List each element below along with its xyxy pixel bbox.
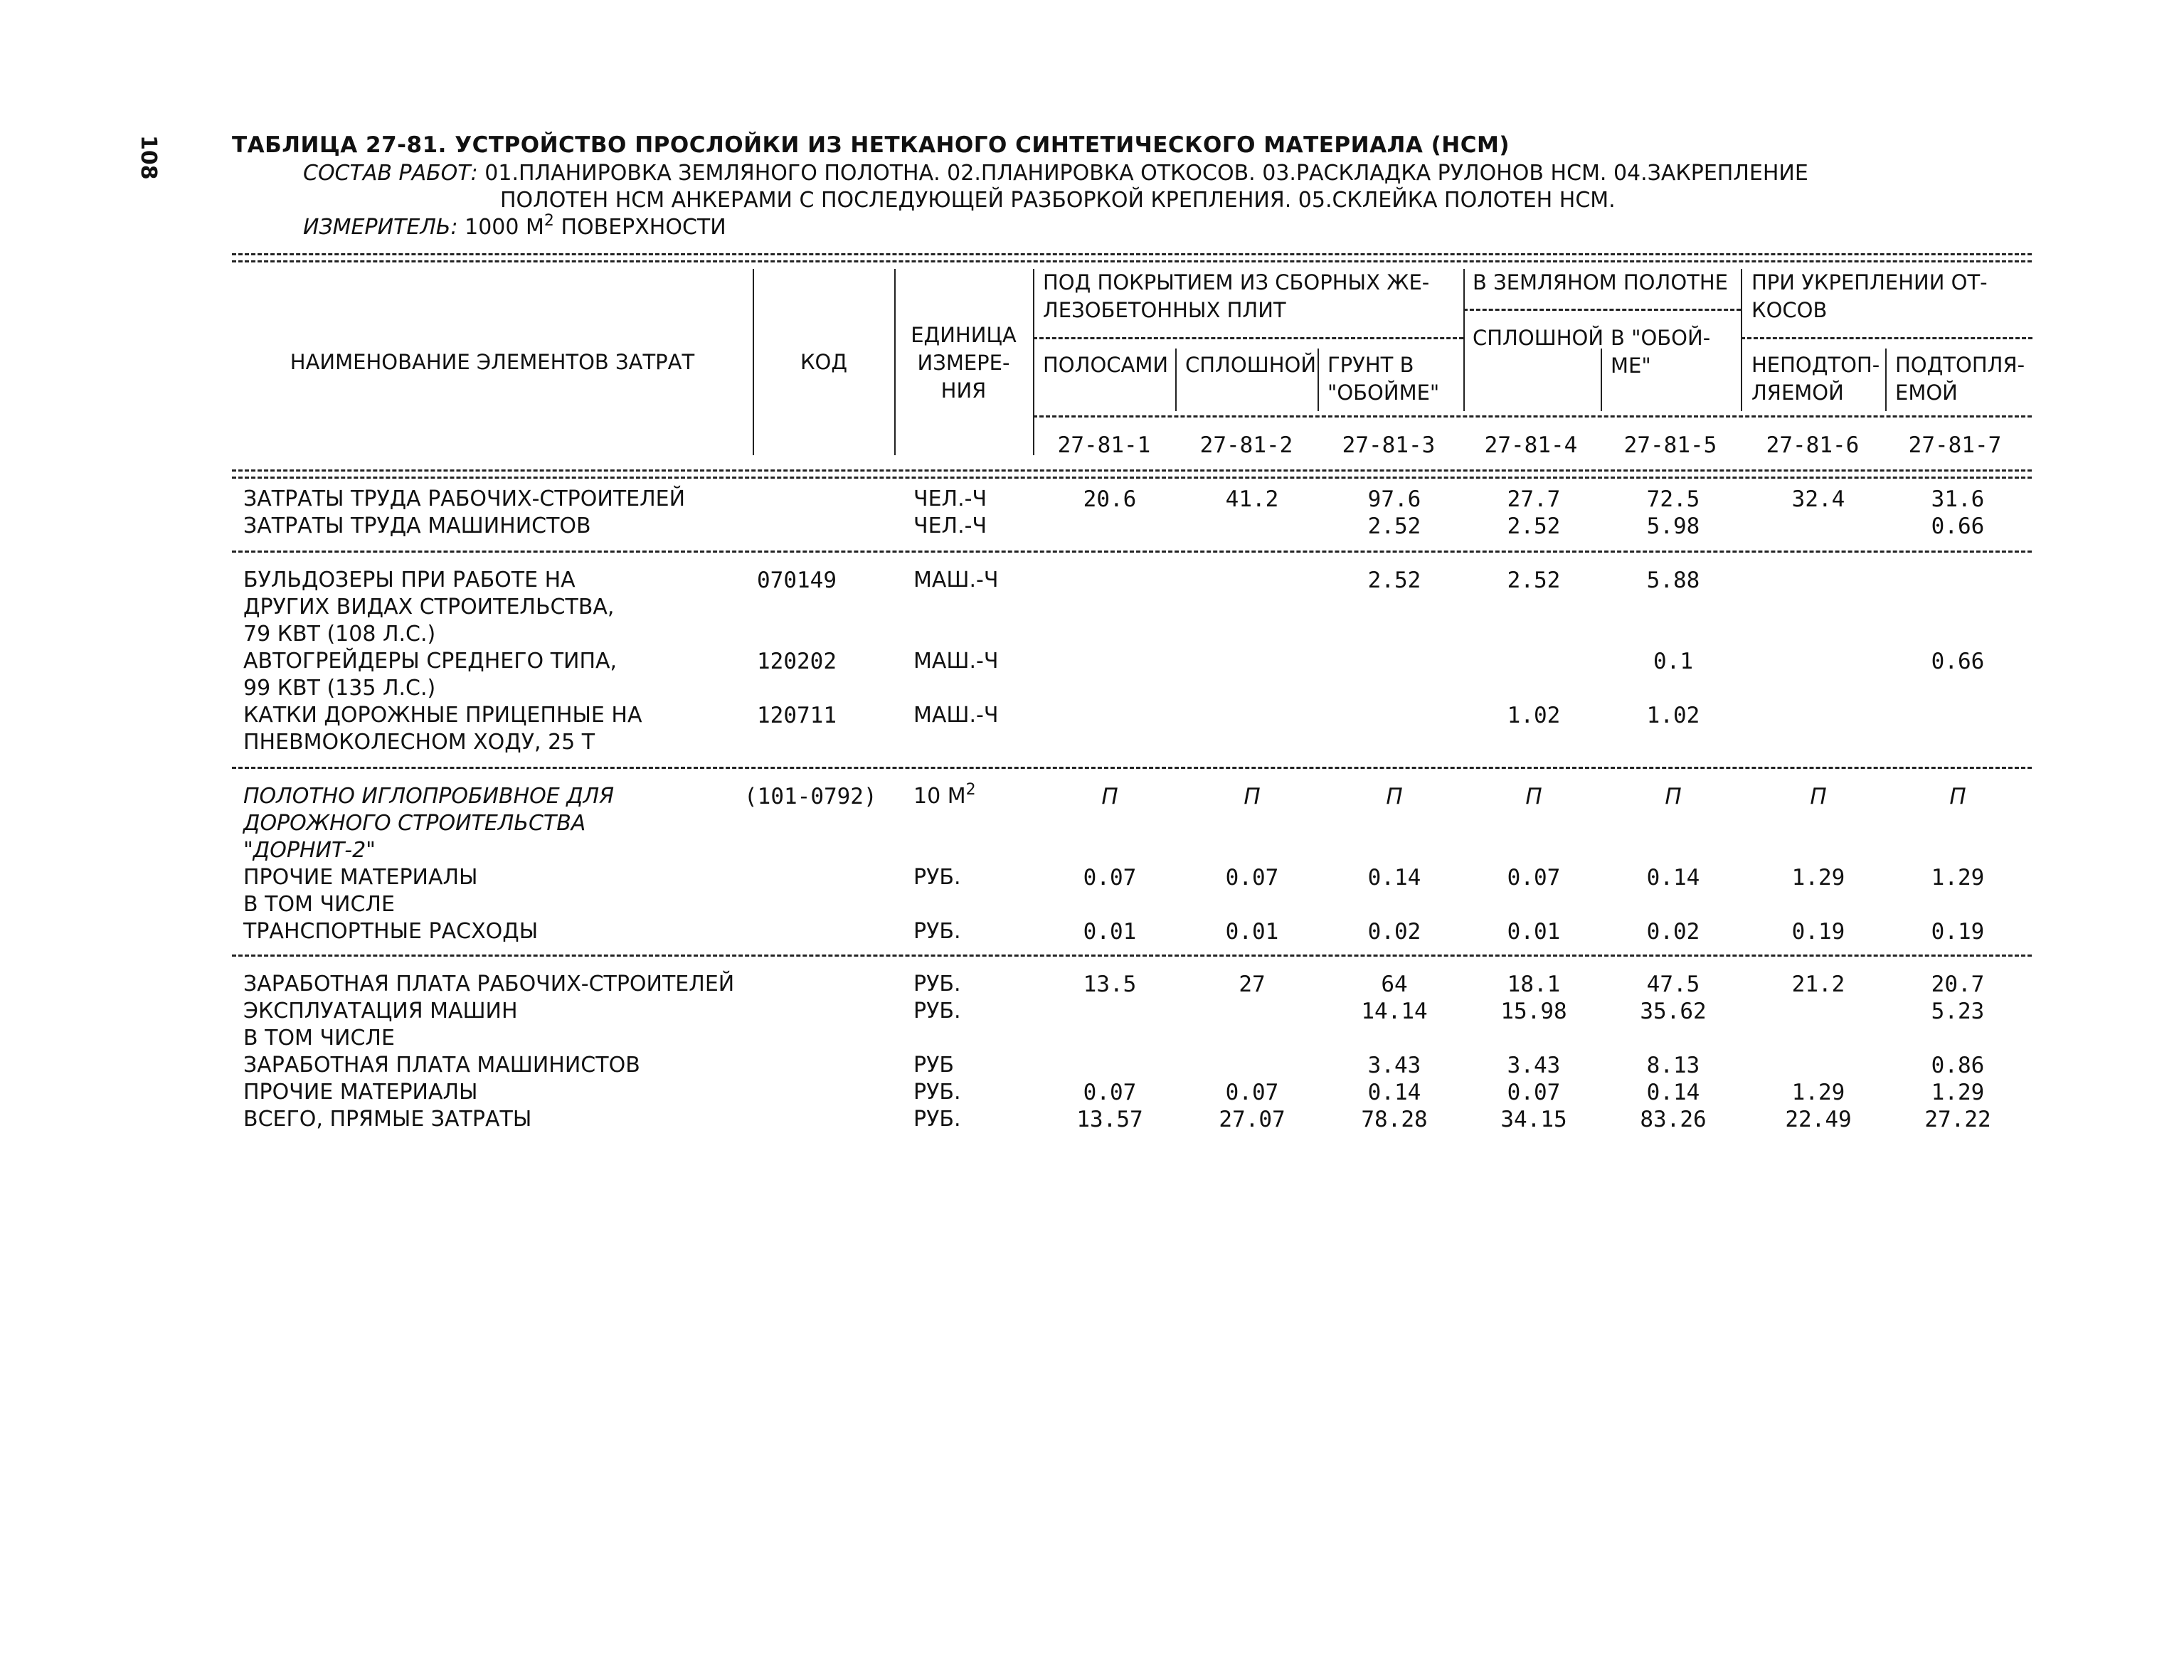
row-value: П — [1386, 784, 1403, 809]
rule-section-3 — [232, 955, 2032, 957]
row-unit-text: ЧЕЛ.-Ч — [913, 487, 987, 511]
row-unit-text: МАШ.-Ч — [913, 703, 999, 728]
row-value: 0.01 — [1507, 919, 1561, 945]
header-code-2: 27-81-2 — [1199, 432, 1293, 458]
rule-codes — [1033, 415, 2032, 418]
row-unit — [913, 1107, 961, 1132]
row-value: 64 — [1381, 972, 1408, 997]
row-value: П — [1949, 784, 1966, 809]
row-name: ЗАТРАТЫ ТРУДА РАБОЧИХ-СТРОИТЕЛЕЙ — [243, 487, 686, 511]
row-unit-text: МАШ.-Ч — [913, 649, 999, 674]
row-name: БУЛЬДОЗЕРЫ ПРИ РАБОТЕ НА — [243, 568, 576, 592]
row-name: ЭКСПЛУАТАЦИЯ МАШИН — [243, 999, 518, 1024]
row-value: 78.28 — [1361, 1107, 1428, 1132]
row-unit-text: РУБ. — [913, 919, 961, 944]
row-value: 32.4 — [1791, 487, 1845, 512]
header-sub-3: ГРУНТ В "ОБОЙМЕ" — [1327, 353, 1440, 405]
row-value: 0.01 — [1083, 919, 1137, 945]
row-value: П — [1244, 784, 1261, 809]
row-value: 1.02 — [1646, 703, 1700, 728]
row-value: 72.5 — [1646, 487, 1700, 512]
row-value: 27.07 — [1219, 1107, 1286, 1132]
row-unit — [913, 1080, 961, 1105]
measure-line — [303, 212, 726, 240]
row-value: 8.13 — [1646, 1053, 1700, 1078]
row-value: 21.2 — [1791, 972, 1845, 997]
row-unit — [913, 781, 976, 809]
row-value: 31.6 — [1931, 487, 1985, 512]
row-value: 41.2 — [1225, 487, 1279, 512]
row-name: ЗАРАБОТНАЯ ПЛАТА РАБОЧИХ-СТРОИТЕЛЕЙ — [243, 972, 735, 996]
row-value: 13.57 — [1076, 1107, 1143, 1132]
row-code: 070149 — [757, 568, 837, 593]
row-name: В ТОМ ЧИСЛЕ — [243, 1026, 395, 1051]
row-unit — [913, 514, 987, 538]
header-code-3: 27-81-3 — [1342, 432, 1436, 458]
row-value: П — [1665, 784, 1682, 809]
row-code: 120711 — [757, 703, 837, 728]
row-name: ДРУГИХ ВИДАХ СТРОИТЕЛЬСТВА, — [243, 595, 615, 620]
row-unit — [913, 649, 998, 674]
rule-header-bottom — [232, 469, 2032, 472]
row-value: 3.43 — [1367, 1053, 1421, 1078]
row-value: 15.98 — [1500, 999, 1567, 1024]
row-code: (101-0792) — [744, 784, 877, 809]
row-value: П — [1525, 784, 1542, 809]
rule-g2 — [1463, 309, 1741, 311]
row-unit-text: МАШ.-Ч — [913, 568, 999, 592]
row-name: ВСЕГО, ПРЯМЫЕ ЗАТРАТЫ — [243, 1107, 532, 1132]
header-sub-6: НЕПОДТОП- ЛЯЕМОЙ — [1751, 353, 1880, 405]
page-number: 108 — [136, 135, 161, 180]
composition-line-1 — [303, 161, 1808, 186]
header-group-plates: ПОД ПОКРЫТИЕМ ИЗ СБОРНЫХ ЖЕ- ЛЕЗОБЕТОННЫХ ПЛИТ — [1043, 270, 1430, 322]
row-name: ДОРОЖНОГО СТРОИТЕЛЬСТВА — [243, 811, 586, 836]
row-value: 14.14 — [1361, 999, 1428, 1024]
row-name: ТРАНСПОРТНЫЕ РАСХОДЫ — [243, 919, 539, 944]
row-unit-text: РУБ. — [913, 1107, 961, 1132]
row-value: 0.66 — [1931, 649, 1985, 674]
row-unit — [913, 999, 961, 1024]
row-value: 0.02 — [1367, 919, 1421, 945]
row-value: 0.07 — [1225, 865, 1279, 890]
row-value: 20.7 — [1931, 972, 1985, 997]
rule-g3 — [1741, 337, 2032, 339]
col-divider-g2 — [1463, 269, 1465, 411]
row-value: 5.98 — [1646, 514, 1700, 539]
header-unit: ЕДИНИЦА ИЗМЕРЕ- НИЯ — [911, 323, 1017, 403]
table-title: ТАБЛИЦА 27-81. УСТРОЙСТВО ПРОСЛОЙКИ ИЗ НЕТКАНОГО СИНТЕТИЧЕСКОГО МАТЕРИАЛА (НСМ) — [232, 132, 1510, 158]
row-value: 97.6 — [1367, 487, 1421, 512]
row-name: КАТКИ ДОРОЖНЫЕ ПРИЦЕПНЫЕ НА — [243, 703, 642, 728]
row-name: В ТОМ ЧИСЛЕ — [243, 892, 395, 917]
row-value: 0.19 — [1931, 919, 1985, 945]
row-name: 79 КВТ (108 Л.С.) — [243, 622, 436, 647]
col-divider-s2 — [1175, 349, 1177, 411]
row-unit — [913, 972, 961, 996]
rule-section-2 — [232, 767, 2032, 769]
header-sub-4: СПЛОШНОЙ — [1473, 326, 1604, 350]
row-name: ПРОЧИЕ МАТЕРИАЛЫ — [243, 865, 478, 890]
row-unit-text: ЧЕЛ.-Ч — [913, 514, 987, 538]
row-unit-sup: 2 — [965, 781, 976, 799]
row-unit-text: РУБ. — [913, 972, 961, 996]
row-value: 5.88 — [1646, 568, 1700, 593]
row-value: 13.5 — [1083, 972, 1137, 997]
header-sub-1: ПОЛОСАМИ — [1043, 353, 1169, 377]
header-code-6: 27-81-6 — [1766, 432, 1860, 458]
header-group-slopes: ПРИ УКРЕПЛЕНИИ ОТ- КОСОВ — [1751, 270, 1988, 322]
row-value: 0.14 — [1367, 865, 1421, 890]
row-name: ЗАТРАТЫ ТРУДА МАШИНИСТОВ — [243, 514, 591, 538]
col-divider-s7 — [1885, 349, 1887, 411]
measure-value: 1000 М — [465, 215, 544, 240]
row-value: 1.29 — [1931, 1080, 1985, 1105]
row-value: 34.15 — [1500, 1107, 1567, 1132]
row-value: 20.6 — [1083, 487, 1137, 512]
row-value: 27.22 — [1924, 1107, 1991, 1132]
row-value: 0.07 — [1507, 865, 1561, 890]
header-name: НАИМЕНОВАНИЕ ЭЛЕМЕНТОВ ЗАТРАТ — [290, 350, 695, 374]
rule-section-1 — [232, 551, 2032, 553]
row-value: 47.5 — [1646, 972, 1700, 997]
col-divider-s5 — [1601, 349, 1602, 411]
row-value: 1.02 — [1507, 703, 1561, 728]
row-unit-text: РУБ. — [913, 1080, 961, 1105]
header-code: КОД — [800, 350, 848, 374]
rule-top-2 — [232, 260, 2032, 262]
col-divider-g3 — [1741, 269, 1742, 411]
row-value: 0.1 — [1653, 649, 1693, 674]
header-group-subgrade: В ЗЕМЛЯНОМ ПОЛОТНЕ — [1473, 270, 1728, 294]
row-unit — [913, 487, 987, 511]
row-unit-text: РУБ. — [913, 999, 961, 1024]
row-value: 0.07 — [1225, 1080, 1279, 1105]
row-value: П — [1810, 784, 1827, 809]
row-name: ПНЕВМОКОЛЕСНОМ ХОДУ, 25 Т — [243, 730, 595, 755]
row-name: "ДОРНИТ-2" — [243, 838, 376, 863]
row-code: 120202 — [757, 649, 837, 674]
row-value: 2.52 — [1507, 568, 1561, 593]
composition-label: СОСТАВ РАБОТ: — [303, 161, 478, 186]
measure-tail: ПОВЕРХНОСТИ — [561, 215, 726, 240]
header-sub-2: СПЛОШНОЙ — [1185, 353, 1317, 377]
row-value: 5.23 — [1931, 999, 1985, 1024]
row-unit-text: РУБ. — [913, 865, 961, 890]
row-unit — [913, 703, 998, 728]
row-value: 0.19 — [1791, 919, 1845, 945]
composition-text-2: ПОЛОТЕН НСМ АНКЕРАМИ С ПОСЛЕДУЮЩЕЙ РАЗБОРКОЙ КРЕПЛЕНИЯ. 05.СКЛЕЙКА ПОЛОТЕН НСМ. — [500, 188, 1616, 213]
row-value: 2.52 — [1367, 568, 1421, 593]
row-unit — [913, 865, 961, 890]
row-unit — [913, 1053, 954, 1078]
col-divider-s3 — [1318, 349, 1319, 411]
header-code-1: 27-81-1 — [1057, 432, 1151, 458]
row-value: 3.43 — [1507, 1053, 1561, 1078]
row-name: 99 КВТ (135 Л.С.) — [243, 676, 436, 701]
row-name: ЗАРАБОТНАЯ ПЛАТА МАШИНИСТОВ — [243, 1053, 640, 1078]
rule-header-bottom-2 — [232, 477, 2032, 479]
row-unit-text: 10 М — [913, 784, 966, 809]
row-value: 22.49 — [1785, 1107, 1852, 1132]
row-value: 0.14 — [1646, 1080, 1700, 1105]
row-value: 83.26 — [1640, 1107, 1707, 1132]
row-value: 0.14 — [1646, 865, 1700, 890]
row-value: 35.62 — [1640, 999, 1707, 1024]
row-value: 0.01 — [1225, 919, 1279, 945]
header-sub-7: ПОДТОПЛЯ- ЕМОЙ — [1895, 353, 2025, 405]
row-value: 18.1 — [1507, 972, 1561, 997]
measure-sup: 2 — [544, 212, 554, 230]
col-divider-unit — [1033, 269, 1034, 455]
row-value: 27 — [1239, 972, 1266, 997]
row-value: 27.7 — [1507, 487, 1561, 512]
row-unit-text: РУБ — [913, 1053, 954, 1078]
composition-text-1: 01.ПЛАНИРОВКА ЗЕМЛЯНОГО ПОЛОТНА. 02.ПЛАНИРОВКА ОТКОСОВ. 03.РАСКЛАДКА РУЛОНОВ НСМ. 04.ЗАКРЕПЛЕНИЕ — [484, 161, 1808, 186]
row-name: ПОЛОТНО ИГЛОПРОБИВНОЕ ДЛЯ — [243, 784, 615, 809]
header-code-5: 27-81-5 — [1623, 432, 1717, 458]
row-value: 2.52 — [1507, 514, 1561, 539]
row-value: 0.14 — [1367, 1080, 1421, 1105]
row-value: 0.02 — [1646, 919, 1700, 945]
row-unit — [913, 919, 961, 944]
row-unit — [913, 568, 998, 592]
measure-label: ИЗМЕРИТЕЛЬ: — [303, 215, 458, 240]
row-name: ПРОЧИЕ МАТЕРИАЛЫ — [243, 1080, 478, 1105]
row-value: 0.86 — [1931, 1053, 1985, 1078]
row-value: 1.29 — [1791, 865, 1845, 890]
row-value: 0.66 — [1931, 514, 1985, 539]
header-sub-5: В "ОБОЙ- МЕ" — [1611, 326, 1711, 378]
row-value: 2.52 — [1367, 514, 1421, 539]
header-code-7: 27-81-7 — [1908, 432, 2002, 458]
header-code-4: 27-81-4 — [1484, 432, 1578, 458]
row-value: 0.07 — [1083, 1080, 1137, 1105]
row-value: П — [1101, 784, 1118, 809]
row-value: 1.29 — [1931, 865, 1985, 890]
row-value: 0.07 — [1083, 865, 1137, 890]
row-value: 1.29 — [1791, 1080, 1845, 1105]
row-name: АВТОГРЕЙДЕРЫ СРЕДНЕГО ТИПА, — [243, 649, 617, 674]
rule-top — [232, 253, 2032, 255]
rule-g1 — [1033, 337, 1463, 339]
row-value: 0.07 — [1507, 1080, 1561, 1105]
